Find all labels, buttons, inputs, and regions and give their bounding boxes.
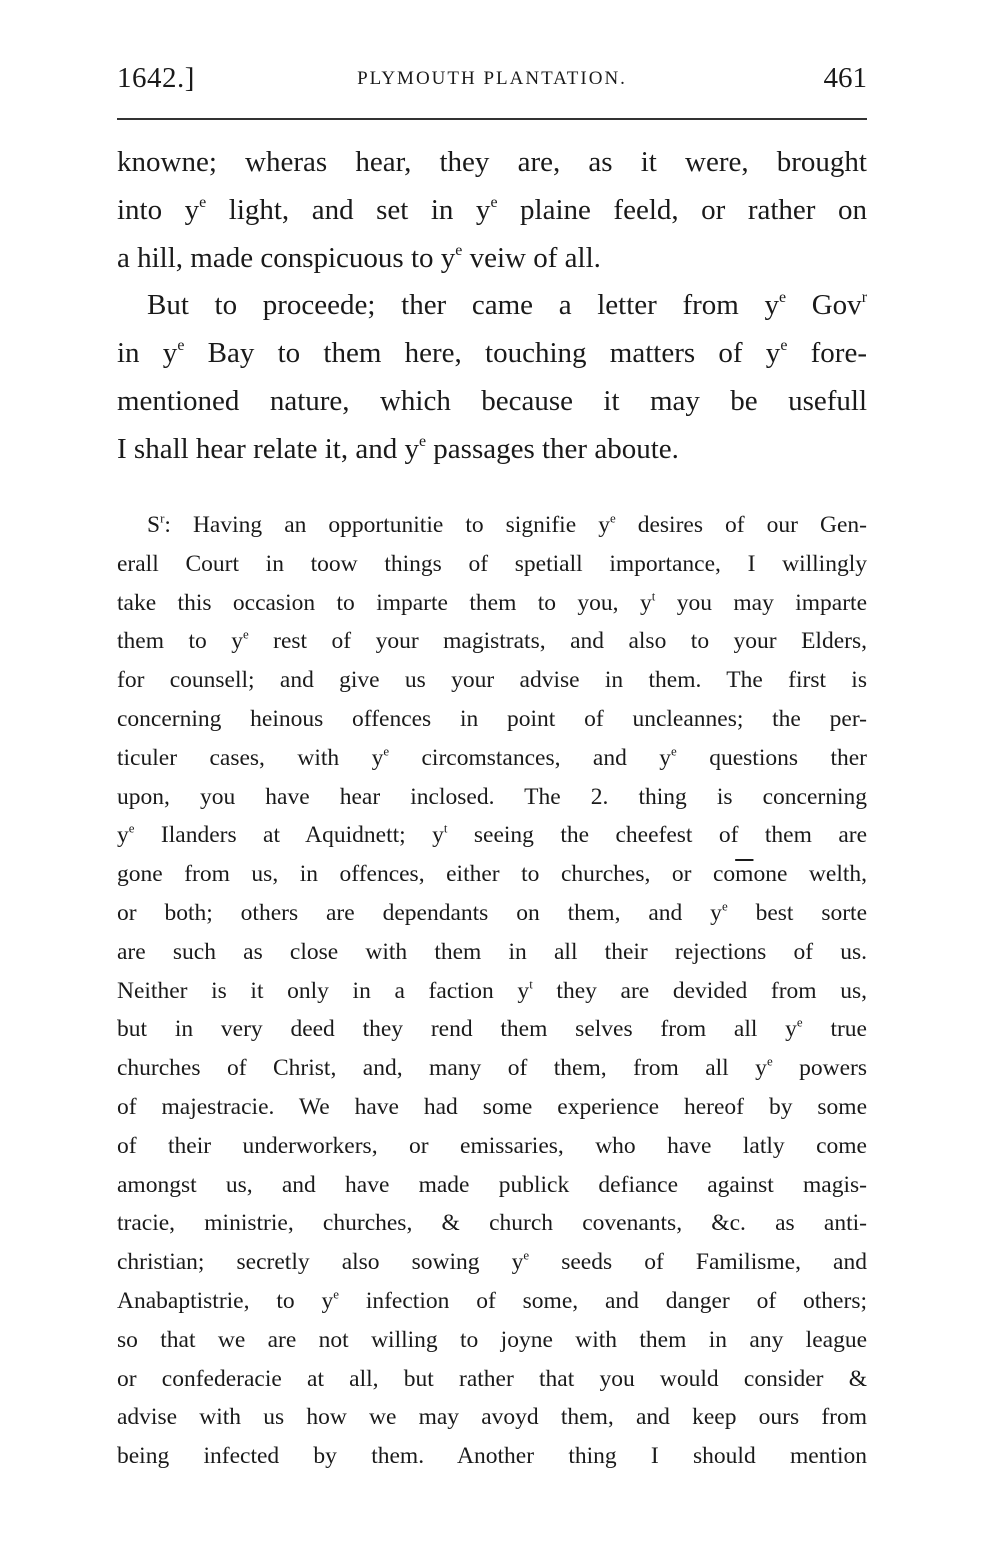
letter-line: Neither is it only in a faction $y^t$ they are devided from us, (117, 975, 867, 1004)
text-line: But to proceede; ther came a letter from $y^e$ Gov$^r$ (147, 289, 867, 322)
letter-line: advise with us how we may avoyd them, and keep ours from (117, 1404, 867, 1431)
letter-line: $y^e$ Ilanders at Aquidnett; $y^t$ seeing the cheefest of them are (117, 820, 868, 849)
letter-line: but in very deed they rend them selves from all $y^e$ true (117, 1014, 867, 1043)
letter-line: or confederacie at all, but rather that you would consider & (117, 1365, 867, 1392)
letter-line: them to $y^e$ rest of your magistrats, and also to your Elders, (117, 626, 867, 655)
letter-line: take this occasion to imparte them to you, $y^t$ you may imparte (117, 587, 867, 616)
letter-line: are such as close with them in all their rejections of us. (117, 938, 867, 965)
letter-line: tracie, ministrie, churches, & church covenants, &c. as anti- (117, 1210, 867, 1237)
text-line: into $y^e$ light, and set in $y^e$ plaine feeld, or rather on (117, 193, 867, 226)
letter-line: ticuler cases, with $y^e$ circomstances, and $y^e$ questions ther (117, 743, 867, 771)
header-year: 1642.] (117, 62, 195, 94)
header-title: PLYMOUTH PLANTATION. (357, 68, 627, 89)
text-line: mentioned nature, which because it may be usefull (117, 384, 867, 417)
running-header (117, 62, 867, 102)
letter-line: churches of Christ, and, many of them, from all $y^e$ powers (117, 1053, 868, 1082)
letter-line: gone from us, in offences, either to churches, or $co\overline{m}one$ welth, (117, 861, 868, 888)
letter-line: or both; others are dependants on them, and $y^e$ best sorte (117, 898, 867, 926)
letter-line: $S^r$: Having an opportunitie to signifie $y^e$ desires of our Gen- (147, 510, 868, 538)
letter-line: concerning heinous offences in point of uncleannes; the per- (117, 705, 867, 732)
letter-line: amongst us, and have made publick defiance against magis- (117, 1171, 867, 1198)
main-paragraphs (117, 139, 867, 474)
letter-line: for counsell; and give us your advise in them. The first is (117, 667, 867, 694)
quoted-letter (117, 506, 867, 1476)
letter-line: christian; secretly also sowing $y^e$ seeds of Familisme, and (117, 1247, 867, 1276)
text-line: in $y^e$ Bay to them here, touching matters of $y^e$ fore- (117, 337, 867, 370)
letter-line: Anabaptistrie, to $y^e$ infection of some, and danger of others; (117, 1286, 867, 1314)
letter-line: of their underworkers, or emissaries, who have latly come (117, 1132, 867, 1159)
text-line: I shall hear relate it, and $y^e$ passages ther aboute. (117, 432, 679, 465)
letter-line: erall Court in toow things of spetiall importance, I willingly (117, 550, 867, 577)
letter-line: of majestracie. We have had some experience hereof by some (117, 1093, 867, 1120)
letter-line: upon, you have hear inclosed. The 2. thing is concerning (117, 783, 867, 810)
letter-line: so that we are not willing to joyne with them in any league (117, 1326, 867, 1353)
text-line: a hill, made conspicuous to $y^e$ veiw of all. (117, 241, 601, 274)
text-line: knowne; wheras hear, they are, as it were, brought (117, 146, 867, 178)
page-number: 461 (823, 62, 867, 94)
letter-line: being infected by them. Another thing I should mention (117, 1443, 867, 1470)
header-rule (117, 118, 867, 120)
